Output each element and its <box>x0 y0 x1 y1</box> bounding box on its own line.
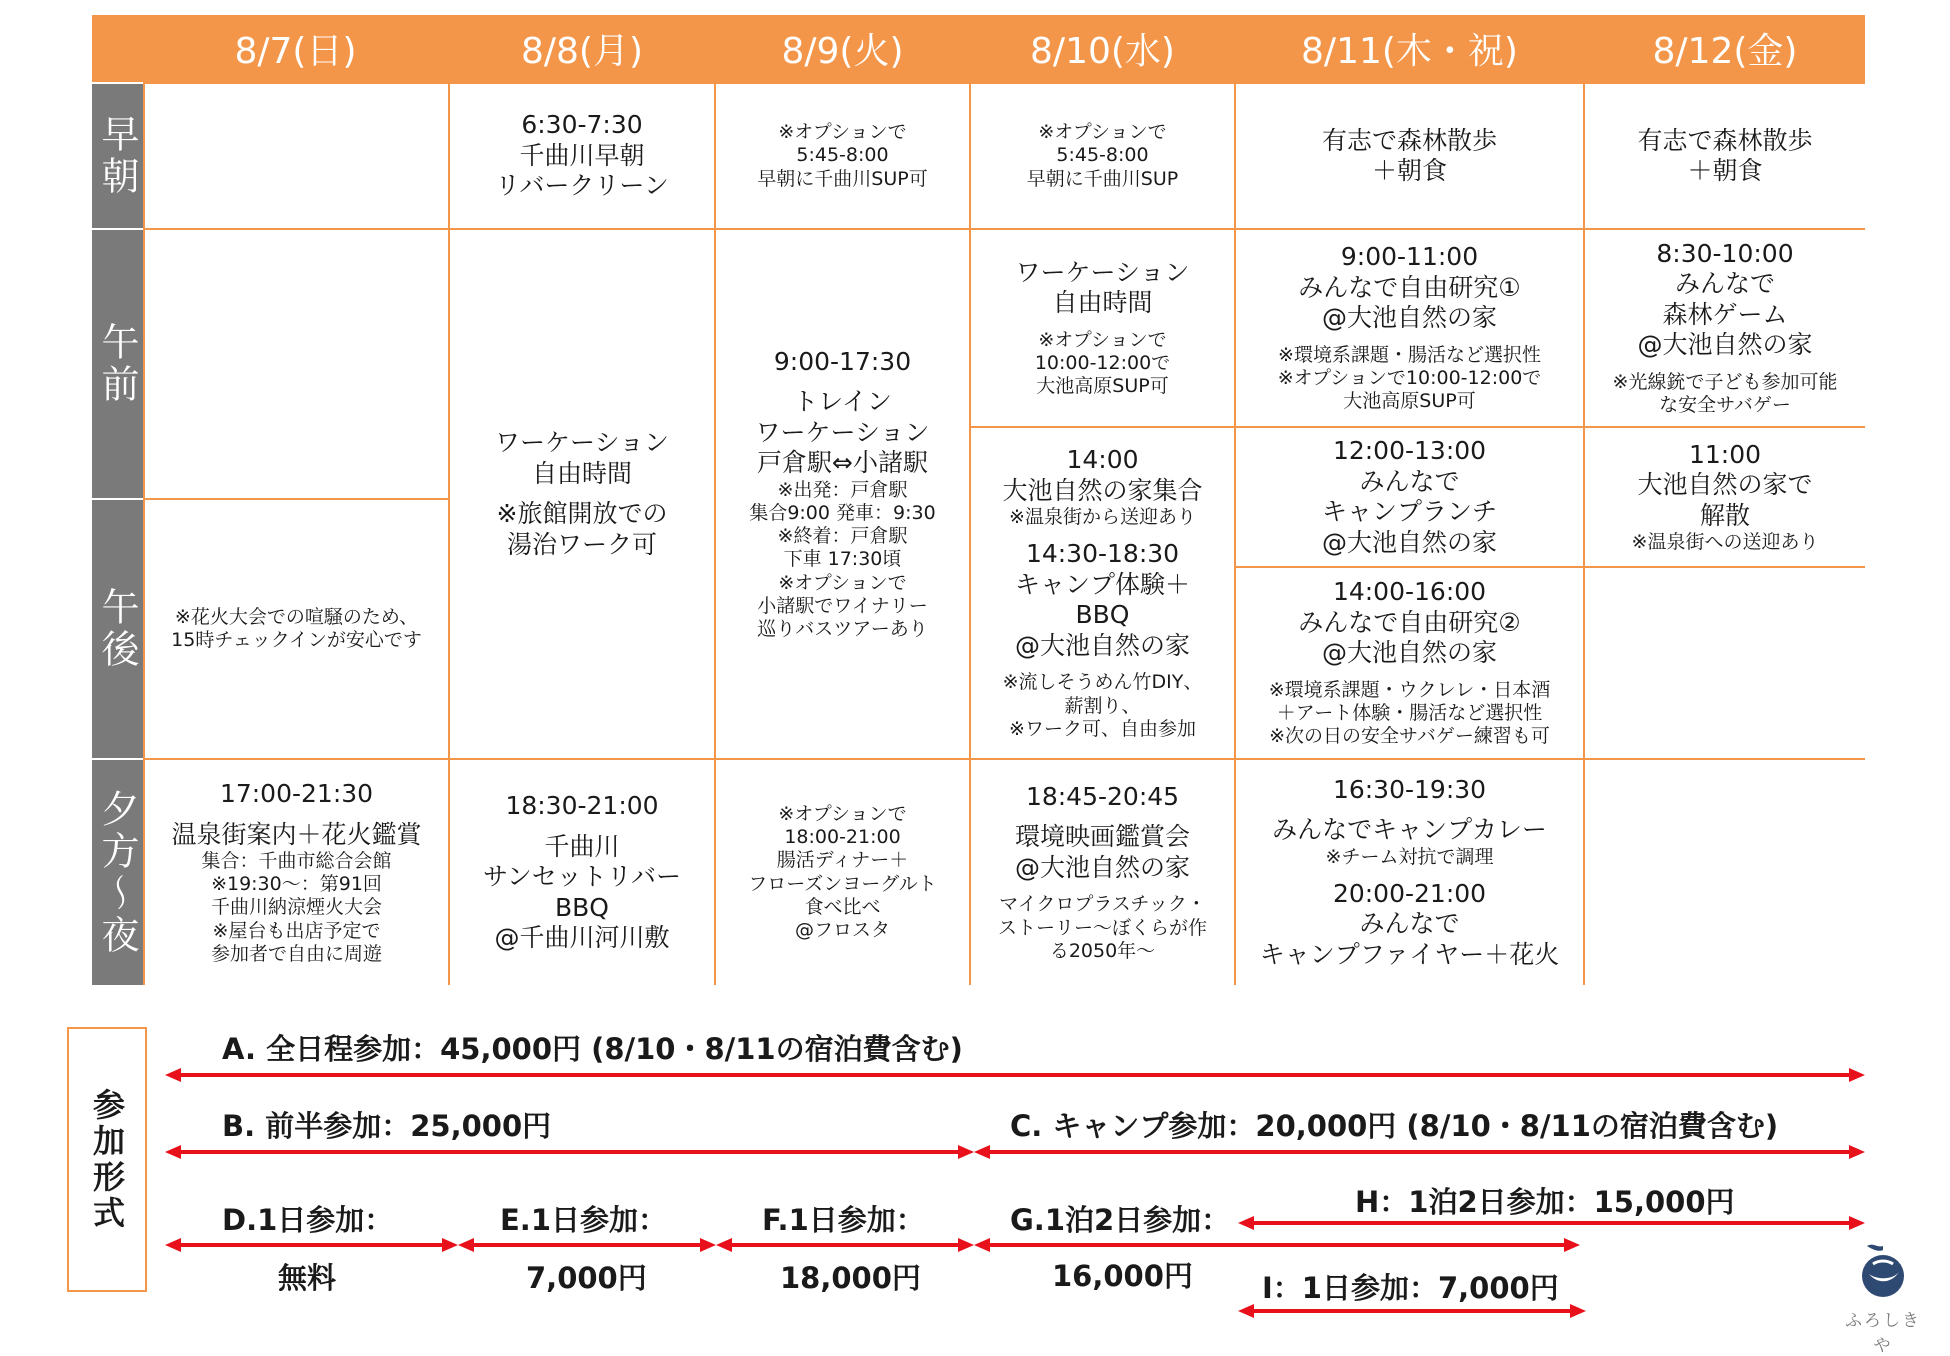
plan-legend-title: 参加形式 <box>88 1087 126 1232</box>
d6-am-main: @大池自然の家 <box>1637 330 1813 360</box>
d6-am-note: な安全サバゲー <box>1659 394 1791 416</box>
plan-d-label: D.1日参加： <box>222 1203 394 1237</box>
d6-am-main: みんなで <box>1674 269 1775 299</box>
d3-day-note: ※出発：戸倉駅 <box>777 478 908 501</box>
d4-pm-main: @大池自然の家 <box>1014 630 1190 660</box>
d2-eve-time: 18:30-21:00 <box>505 791 659 821</box>
d4-eve-main: 環境映画鑑賞会 <box>1014 822 1190 852</box>
plan-f-arrow <box>716 1238 974 1252</box>
d2-eve-line: @千曲川河川敷 <box>494 923 670 953</box>
d5-pm-note: ＋アート体験・腸活など選択性 <box>1276 702 1543 725</box>
d1-eve-note: ※屋台も出店予定で <box>212 919 381 942</box>
d5-am-main: みんなで自由研究① <box>1298 272 1521 302</box>
cell-d3-day <box>716 230 969 758</box>
d5-eve-main: みんなでキャンプカレー <box>1272 815 1547 845</box>
d5-am-note: ※オプションで10:00-12:00で <box>1277 367 1542 390</box>
d5-pm-main: みんなで自由研究② <box>1298 607 1521 637</box>
d5-eve-note: ※チーム対抗で調理 <box>1325 845 1494 868</box>
d4-am-note: 大池高原SUP可 <box>1036 375 1169 398</box>
d6-am-note: ※光線銃で子ども参加可能 <box>1612 370 1838 393</box>
d5-eve-line: 20:00-21:00 <box>1332 878 1487 908</box>
cell-d6-noon <box>1585 428 1865 566</box>
header-day-4: 8/10(水) <box>971 15 1234 82</box>
d2-eve-line: サンセットリバー <box>482 862 681 892</box>
d5-early-line: 有志で森林散歩 <box>1321 125 1497 155</box>
cell-d5-am <box>1236 230 1583 426</box>
plan-c-arrow <box>974 1145 1865 1159</box>
d4-pm-main: 14:00 <box>1066 445 1139 475</box>
d4-pm-note: 薪割り、 <box>1064 694 1141 717</box>
d4-early-line: ※オプションで <box>1038 121 1167 144</box>
d4-pm-main: 14:30-18:30 <box>1025 539 1180 569</box>
d2-eve-line: 千曲川 <box>544 831 620 861</box>
d3-day-main: ワーケーション <box>755 417 930 447</box>
header-corner <box>92 15 143 82</box>
plan-g-arrow <box>974 1238 1580 1252</box>
cell-d5-early <box>1236 84 1583 228</box>
d4-pm-main: BBQ <box>1075 600 1130 630</box>
d5-am-note: ※環境系課題・腸活など選択性 <box>1278 343 1541 366</box>
logo-text: ふろしきや <box>1845 1311 1921 1356</box>
d3-early-line: ※オプションで <box>778 121 907 144</box>
cell-d5-noon <box>1236 428 1583 566</box>
d2-early-line: 千曲川早朝 <box>519 140 645 170</box>
d4-eve-note: マイクロプラスチック・ <box>999 893 1206 916</box>
cell-d2-early <box>450 84 714 228</box>
d4-pm-note: ※流しそうめん竹DIY、 <box>1002 671 1203 694</box>
d6-am-main: 森林ゲーム <box>1662 299 1788 329</box>
plan-g-label: G.1泊2日参加： <box>1010 1203 1231 1237</box>
d5-pm-note: ※環境系課題・ウクレレ・日本酒 <box>1268 678 1551 701</box>
d3-eve-line: 食べ比べ <box>804 895 881 918</box>
d3-day-note: 小諸駅でワイナリー <box>757 594 928 617</box>
cell-d3-early <box>716 84 969 228</box>
d6-noon-main: 11:00 <box>1688 439 1762 469</box>
d5-noon-line: 12:00-13:00 <box>1332 436 1487 465</box>
d4-am-note: 10:00-12:00で <box>1034 351 1171 374</box>
d2-day-main: ワーケーション <box>494 428 669 457</box>
d5-am-note: 大池高原SUP可 <box>1343 390 1476 413</box>
d3-eve-line: フローズンヨーグルト <box>748 872 937 895</box>
plan-d-arrow <box>165 1238 458 1252</box>
plan-h-arrow <box>1238 1216 1865 1230</box>
cell-d2-eve <box>450 760 714 985</box>
d5-noon-line: みんなで <box>1359 466 1460 496</box>
d6-noon-note: ※温泉街への送迎あり <box>1631 531 1819 554</box>
d6-early-line: 有志で森林散歩 <box>1637 125 1813 155</box>
d2-early-time: 6:30-7:30 <box>521 110 643 140</box>
d3-eve-line: 18:00-21:00 <box>784 826 901 849</box>
d3-day-note: 下車 17:30頃 <box>783 548 902 571</box>
d2-day-note: ※旅館開放での <box>496 499 668 528</box>
d6-early-line: ＋朝食 <box>1687 156 1763 185</box>
d4-pm-note: ※ワーク可、自由参加 <box>1009 717 1196 740</box>
header-day-1: 8/7(日) <box>143 15 448 82</box>
d4-pm-main: キャンプ体験＋ <box>1014 569 1190 599</box>
furoshikiya-logo <box>1843 1240 1923 1356</box>
d1-eve-note: 千曲川納涼煙火大会 <box>210 896 382 919</box>
d2-eve-line: BBQ <box>555 892 609 922</box>
header-day-2: 8/8(月) <box>450 15 714 82</box>
d6-noon-main: 大池自然の家で <box>1637 470 1813 500</box>
plan-e-price: 7,000円 <box>526 1261 647 1295</box>
cell-d4-pm <box>971 428 1234 758</box>
d4-eve-note: る2050年〜 <box>1049 939 1156 962</box>
d1-eve-note: ※19:30〜：第91回 <box>211 873 382 896</box>
plan-g-price: 16,000円 <box>1052 1259 1193 1293</box>
cell-d6-early <box>1585 84 1865 228</box>
d1-eve-note: 集合：千曲市総合会館 <box>201 850 392 873</box>
d4-am-main: ワーケーション <box>1015 257 1190 287</box>
d3-eve-line: ※オプションで <box>778 802 907 825</box>
d3-eve-line: 腸活ディナー＋ <box>776 849 909 872</box>
d4-am-main: 自由時間 <box>1052 288 1153 318</box>
d2-day-note: 湯治ワーク可 <box>506 529 657 559</box>
header-day-5: 8/11(木・祝) <box>1236 15 1583 82</box>
cell-d6-am <box>1585 230 1865 426</box>
d6-am-main: 8:30-10:00 <box>1656 238 1794 268</box>
d5-am-main: @大池自然の家 <box>1321 303 1497 333</box>
cell-d4-am <box>971 230 1234 426</box>
d3-day-note: 巡りバスツアーあり <box>757 617 928 640</box>
plan-d-price: 無料 <box>278 1261 337 1295</box>
d5-noon-line: @大池自然の家 <box>1321 527 1497 557</box>
d4-eve-time: 18:45-20:45 <box>1025 781 1180 811</box>
plan-a-label: A. 全日程参加：45,000円 (8/10・8/11の宿泊費含む) <box>222 1032 963 1066</box>
d5-eve-line: キャンプファイヤー＋花火 <box>1259 939 1560 969</box>
d4-pm-note: ※温泉街から送迎あり <box>1009 506 1196 529</box>
plan-a-arrow <box>165 1068 1865 1082</box>
header-day-6: 8/12(金) <box>1585 15 1865 82</box>
d5-noon-line: キャンプランチ <box>1321 497 1497 526</box>
cell-d1-pm <box>145 500 448 758</box>
cell-d5-eve <box>1236 760 1583 985</box>
cell-d4-early <box>971 84 1234 228</box>
d2-day-main: 自由時間 <box>531 458 632 488</box>
header-day-3: 8/9(火) <box>716 15 969 82</box>
d6-noon-main: 解散 <box>1699 500 1750 530</box>
d2-early-line: リバークリーン <box>495 171 669 201</box>
period-evening: 夕方〜夜 <box>92 760 143 985</box>
cell-d1-am <box>145 230 448 498</box>
d5-pm-main: 14:00-16:00 <box>1332 577 1487 607</box>
cell-d1-early <box>145 84 448 228</box>
d5-eve-time: 16:30-19:30 <box>1332 774 1487 804</box>
plan-i-label: I：1日参加：7,000円 <box>1262 1271 1559 1305</box>
plan-b-label: B. 前半参加：25,000円 <box>222 1109 552 1143</box>
d3-day-note: ※終着：戸倉駅 <box>777 525 908 548</box>
cell-d6-pm <box>1585 568 1865 758</box>
plan-legend-box <box>67 1027 147 1292</box>
plan-b-arrow <box>165 1145 974 1159</box>
d3-early-line: 早朝に千曲川SUP可 <box>757 167 928 190</box>
d4-pm-main: 大池自然の家集合 <box>1002 475 1203 505</box>
d3-day-main: トレイン <box>793 387 892 417</box>
d1-pm-note: 15時チェックインが安心です <box>171 629 422 651</box>
plan-f-price: 18,000円 <box>780 1261 921 1295</box>
d1-eve-time: 17:00-21:30 <box>219 779 374 809</box>
d5-am-main: 9:00-11:00 <box>1340 242 1479 272</box>
cell-d1-eve <box>145 760 448 985</box>
furoshiki-icon <box>1853 1240 1913 1300</box>
period-early-morning: 早朝 <box>92 84 143 228</box>
plan-f-label: F.1日参加： <box>762 1203 925 1237</box>
period-morning: 午前 <box>92 230 143 498</box>
d5-early-line: ＋朝食 <box>1371 156 1447 185</box>
d5-pm-main: @大池自然の家 <box>1321 638 1497 668</box>
d4-early-line: 5:45-8:00 <box>1056 144 1149 167</box>
plan-e-arrow <box>458 1238 716 1252</box>
d3-eve-line: @フロスタ <box>794 918 890 941</box>
d4-eve-main: @大池自然の家 <box>1014 852 1190 882</box>
d3-early-line: 5:45-8:00 <box>796 144 889 167</box>
cell-d2-day <box>450 230 714 758</box>
plan-c-label: C. キャンプ参加：20,000円 (8/10・8/11の宿泊費含む) <box>1010 1109 1779 1143</box>
d3-day-note: ※オプションで <box>778 571 907 594</box>
cell-d6-eve <box>1585 760 1865 985</box>
period-afternoon: 午後 <box>92 500 143 758</box>
d3-day-note: 集合9:00 発車：9:30 <box>749 502 936 525</box>
d1-eve-note: 参加者で自由に周遊 <box>210 942 382 965</box>
cell-d3-eve <box>716 760 969 985</box>
d1-eve-main: 温泉街案内＋花火鑑賞 <box>171 819 422 849</box>
d5-eve-line: みんなで <box>1359 909 1460 939</box>
plan-i-arrow <box>1238 1304 1586 1318</box>
plan-e-label: E.1日参加： <box>500 1203 668 1237</box>
d3-day-time: 9:00-17:30 <box>773 346 912 376</box>
d5-pm-note: ※次の日の安全サバゲー練習も可 <box>1269 725 1550 748</box>
cell-d5-pm <box>1236 568 1583 758</box>
plan-h-label: H：1泊2日参加：15,000円 <box>1355 1185 1735 1219</box>
d4-eve-note: ストーリー〜ぼくらが作 <box>997 916 1207 939</box>
d4-early-line: 早朝に千曲川SUP <box>1026 167 1179 190</box>
d4-am-note: ※オプションで <box>1038 328 1167 351</box>
d1-pm-note: ※花火大会での喧騒のため、 <box>174 605 419 628</box>
d3-day-main: 戸倉駅⇔小諸駅 <box>757 448 928 478</box>
cell-d4-eve <box>971 760 1234 985</box>
